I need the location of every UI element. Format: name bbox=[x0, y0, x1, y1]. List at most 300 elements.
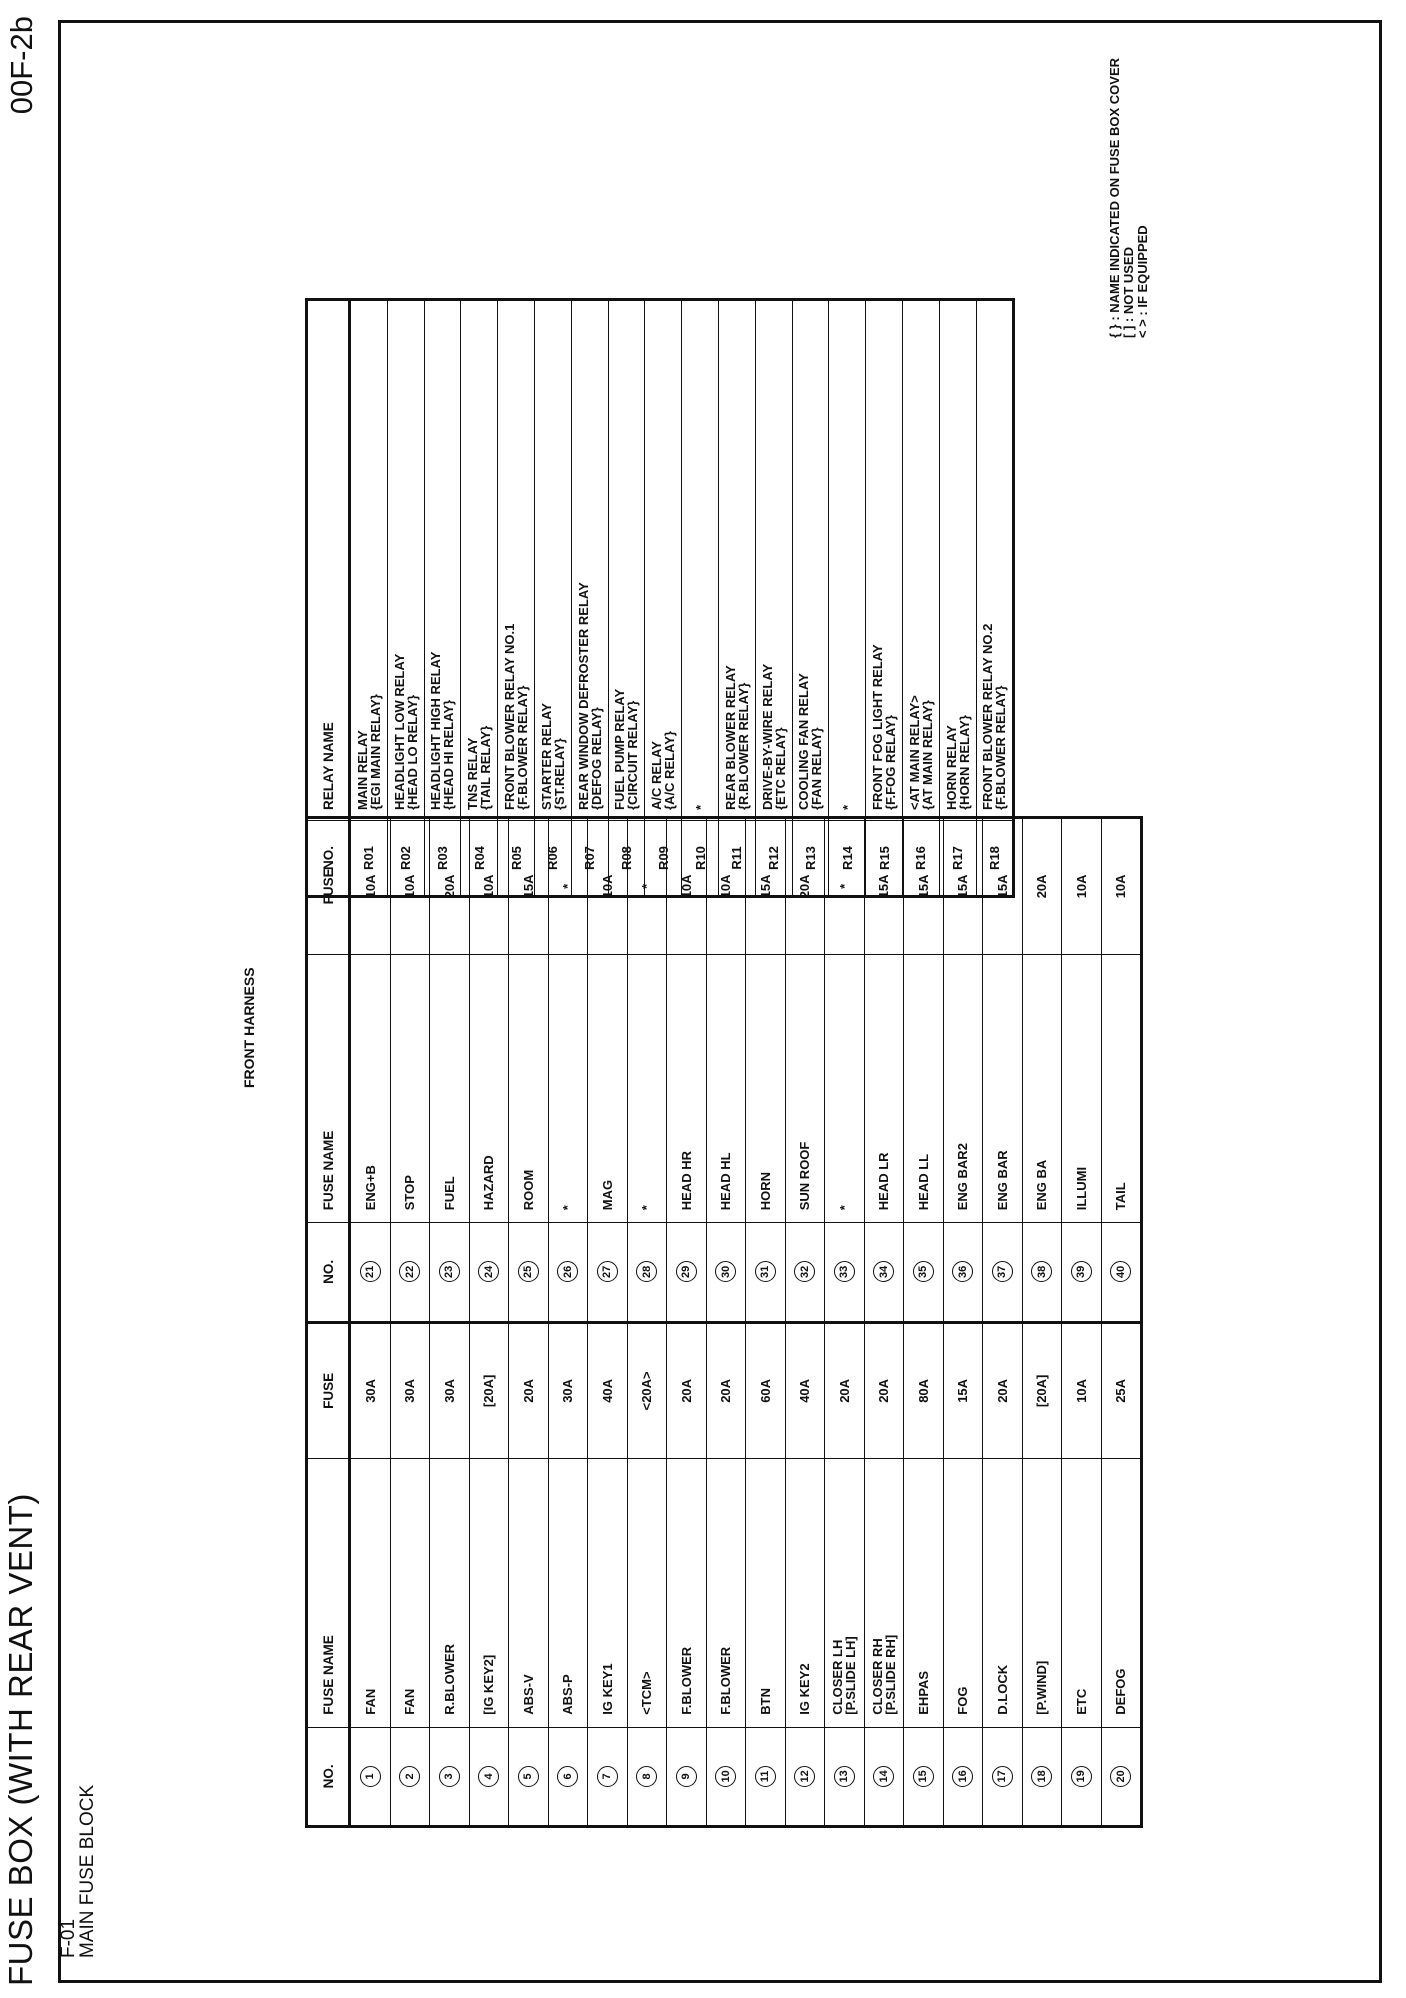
fuse-name: CLOSER RH bbox=[869, 1638, 885, 1715]
fuse-name: DEFOG bbox=[1113, 1668, 1129, 1715]
relay-name-cell bbox=[682, 300, 719, 821]
fuse-row bbox=[390, 818, 430, 1827]
fuse-rating: 15A bbox=[943, 818, 983, 955]
fuse-name: HEAD HR bbox=[678, 1151, 694, 1211]
relay-cover-name: {HEAD HI RELAY} bbox=[441, 699, 457, 810]
fuse-name-cell bbox=[706, 954, 746, 1223]
fuse-name: D.LOCK bbox=[994, 1664, 1010, 1715]
relay-name-cell bbox=[498, 300, 535, 821]
fuse-row bbox=[469, 818, 509, 1827]
fuse-rating: 10A bbox=[1101, 818, 1142, 955]
fuse-rating: 30A bbox=[430, 1322, 470, 1459]
fuse-name: ROOM bbox=[520, 1169, 536, 1211]
fuse-number-badge: 7 bbox=[597, 1766, 618, 1787]
fuse-name: [IG KEY2] bbox=[481, 1654, 497, 1715]
fuse-row bbox=[627, 818, 667, 1827]
relay-cover-name: {HEAD LO RELAY} bbox=[404, 694, 420, 810]
fuse-name-cell bbox=[667, 1459, 707, 1728]
col-header-fuse: FUSE bbox=[307, 818, 350, 955]
col-header-fuse-name: FUSE NAME bbox=[307, 1459, 350, 1728]
relay-name-cell bbox=[424, 300, 461, 821]
fuse-row bbox=[430, 818, 470, 1827]
relay-row bbox=[350, 300, 388, 897]
fuse-number-badge: 10 bbox=[715, 1766, 736, 1787]
fuse-number-cell bbox=[825, 1727, 865, 1826]
fuse-row bbox=[509, 818, 549, 1827]
relay-cover-name: {CIRCUIT RELAY} bbox=[625, 700, 641, 810]
fuse-number-badge: 21 bbox=[360, 1261, 381, 1282]
fuse-name-cell bbox=[627, 954, 667, 1223]
relay-cover-name: {R.BLOWER RELAY} bbox=[735, 682, 751, 810]
fuse-name-cell bbox=[469, 954, 509, 1223]
relay-number: R16 bbox=[902, 821, 939, 897]
legend-item: { } : NAME INDICATED ON FUSE BOX COVER bbox=[1107, 57, 1122, 338]
fuse-number-badge: 27 bbox=[597, 1261, 618, 1282]
fuse-number-badge: 40 bbox=[1110, 1261, 1131, 1282]
relay-number: R10 bbox=[682, 821, 719, 897]
fuse-name: ILLUMI bbox=[1073, 1166, 1089, 1211]
fuse-name: FOG bbox=[955, 1686, 971, 1715]
relay-number: R13 bbox=[792, 821, 829, 897]
fuse-number-cell bbox=[785, 1727, 825, 1826]
relay-row bbox=[571, 300, 608, 897]
relay-cover-name: {F.BLOWER RELAY} bbox=[993, 685, 1009, 810]
relay-row bbox=[866, 300, 903, 897]
fuse-rating: 20A bbox=[706, 1322, 746, 1459]
fuse-number-badge: 25 bbox=[518, 1261, 539, 1282]
col-header-relay-name: RELAY NAME bbox=[307, 300, 350, 821]
relay-number: R05 bbox=[498, 821, 535, 897]
fuse-name-cell bbox=[904, 954, 944, 1223]
fuse-name-cell bbox=[1101, 1459, 1142, 1728]
fuse-name-cell bbox=[1062, 954, 1102, 1223]
fuse-name-cell bbox=[904, 1459, 944, 1728]
relay-name-cell bbox=[792, 300, 829, 821]
fuse-name-cell bbox=[864, 1459, 904, 1728]
relay-row bbox=[976, 300, 1014, 897]
fuse-number-cell bbox=[469, 1223, 509, 1322]
relay-name-cell bbox=[645, 300, 682, 821]
relay-row bbox=[498, 300, 535, 897]
fuse-name: FAN bbox=[402, 1688, 418, 1715]
fuse-number-badge: 5 bbox=[518, 1766, 539, 1787]
fuse-name: TAIL bbox=[1113, 1182, 1129, 1211]
relay-name: FRONT BLOWER RELAY NO.1 bbox=[502, 623, 518, 810]
relay-name-cell bbox=[829, 300, 866, 821]
fuse-number-cell bbox=[350, 1223, 391, 1322]
relay-number: R04 bbox=[461, 821, 498, 897]
fuse-number-cell bbox=[1022, 1223, 1062, 1322]
relay-name-cell bbox=[976, 300, 1014, 821]
fuse-name-alt: [P.SLIDE RH] bbox=[882, 1634, 898, 1715]
fuse-number-badge: 26 bbox=[557, 1261, 578, 1282]
fuse-name: ABS-V bbox=[520, 1674, 536, 1715]
fuse-number-badge: 13 bbox=[834, 1766, 855, 1787]
fuse-name-cell bbox=[943, 1459, 983, 1728]
fuse-rating: [20A] bbox=[1022, 1322, 1062, 1459]
relay-row bbox=[645, 300, 682, 897]
fuse-name-cell bbox=[430, 1459, 470, 1728]
fuse-name: ENG BA bbox=[1034, 1159, 1050, 1211]
fuse-rating: 25A bbox=[1101, 1322, 1142, 1459]
fuse-rating: * bbox=[627, 818, 667, 955]
fuse-number-badge: 6 bbox=[557, 1766, 578, 1787]
fuse-rating: 10A bbox=[390, 818, 430, 955]
fuse-number-cell bbox=[746, 1727, 786, 1826]
relay-name-cell bbox=[571, 300, 608, 821]
fuse-number-badge: 28 bbox=[636, 1261, 657, 1282]
relay-cover-name: {DEFOG RELAY} bbox=[588, 707, 604, 810]
fuse-name: R.BLOWER bbox=[441, 1643, 457, 1715]
fuse-rating: 30A bbox=[350, 1322, 391, 1459]
fuse-rating: 15A bbox=[509, 818, 549, 955]
relay-number: R09 bbox=[645, 821, 682, 897]
relay-name-cell bbox=[387, 300, 424, 821]
fuse-number-badge: 22 bbox=[399, 1261, 420, 1282]
relay-name-cell bbox=[866, 300, 903, 821]
fuse-number-cell bbox=[1101, 1223, 1142, 1322]
fuse-rating: * bbox=[548, 818, 588, 955]
relay-number: R02 bbox=[387, 821, 424, 897]
fuse-rating: 10A bbox=[706, 818, 746, 955]
fuse-rating: 20A bbox=[667, 1322, 707, 1459]
fuse-number-badge: 37 bbox=[992, 1261, 1013, 1282]
fuse-name-cell bbox=[548, 954, 588, 1223]
fuse-row bbox=[785, 818, 825, 1827]
page-number: 00F-2b bbox=[4, 16, 39, 115]
fuse-name-cell bbox=[627, 1459, 667, 1728]
fuse-rating: 15A bbox=[904, 818, 944, 955]
relay-row bbox=[387, 300, 424, 897]
fuse-name: MAG bbox=[599, 1179, 615, 1211]
fuse-number-badge: 33 bbox=[834, 1261, 855, 1282]
fuse-row bbox=[1101, 818, 1142, 1827]
fuse-name-cell bbox=[430, 954, 470, 1223]
fuse-rating: 20A bbox=[983, 1322, 1023, 1459]
fuse-name: HORN bbox=[757, 1171, 773, 1211]
fuse-rating: 15A bbox=[864, 818, 904, 955]
fuse-rating: 15A bbox=[746, 818, 786, 955]
fuse-name: HEAD HL bbox=[718, 1152, 734, 1211]
fuse-name-cell bbox=[1062, 1459, 1102, 1728]
fuse-name-cell bbox=[509, 954, 549, 1223]
relay-row bbox=[939, 300, 976, 897]
fuse-rating: 10A bbox=[350, 818, 391, 955]
fuse-number-cell bbox=[627, 1223, 667, 1322]
fuse-row bbox=[943, 818, 983, 1827]
relay-name: DRIVE-BY-WIRE RELAY bbox=[759, 663, 775, 810]
fuse-number-badge: 1 bbox=[360, 1766, 381, 1787]
fuse-number-cell bbox=[667, 1223, 707, 1322]
fuse-name-cell bbox=[943, 954, 983, 1223]
fuse-number-cell bbox=[627, 1727, 667, 1826]
fuse-number-badge: 4 bbox=[478, 1766, 499, 1787]
fuse-number-cell bbox=[390, 1727, 430, 1826]
fuse-name: <TCM> bbox=[639, 1671, 655, 1715]
fuse-name: * bbox=[836, 1205, 852, 1211]
fuse-number-badge: 36 bbox=[952, 1261, 973, 1282]
fuse-rating: 20A bbox=[1022, 818, 1062, 955]
fuse-name-cell bbox=[390, 1459, 430, 1728]
relay-row bbox=[755, 300, 792, 897]
relay-name: HEADLIGHT HIGH RELAY bbox=[428, 651, 444, 810]
fuse-number-badge: 17 bbox=[992, 1766, 1013, 1787]
fuse-number-cell bbox=[1022, 1727, 1062, 1826]
fuse-number-badge: 18 bbox=[1031, 1766, 1052, 1787]
fuse-number-badge: 15 bbox=[913, 1766, 934, 1787]
fuse-number-cell bbox=[667, 1727, 707, 1826]
fuse-number-cell bbox=[1062, 1223, 1102, 1322]
relay-name: * bbox=[692, 804, 708, 810]
fuse-name: ENG BAR bbox=[994, 1150, 1010, 1211]
fuse-row bbox=[864, 818, 904, 1827]
relay-cover-name: {TAIL RELAY} bbox=[478, 725, 494, 810]
fuse-name-cell bbox=[509, 1459, 549, 1728]
fuse-row bbox=[746, 818, 786, 1827]
fuse-name: F.BLOWER bbox=[718, 1646, 734, 1715]
fuse-rating: 20A bbox=[430, 818, 470, 955]
fuse-rating: 20A bbox=[509, 1322, 549, 1459]
fuse-number-cell bbox=[1101, 1727, 1142, 1826]
fuse-name: * bbox=[560, 1205, 576, 1211]
fuse-name-cell bbox=[706, 1459, 746, 1728]
fuse-name-cell bbox=[469, 1459, 509, 1728]
relay-number: R06 bbox=[534, 821, 571, 897]
fuse-name: CLOSER LH bbox=[830, 1639, 846, 1715]
fuse-rating: <20A> bbox=[627, 1322, 667, 1459]
fuse-number-badge: 34 bbox=[873, 1261, 894, 1282]
relay-table-header bbox=[307, 300, 350, 897]
fuse-name: IG KEY2 bbox=[797, 1663, 813, 1715]
col-header-relay-no: NO. bbox=[307, 821, 350, 897]
relay-name: MAIN RELAY bbox=[354, 730, 370, 810]
fuse-name: HEAD LR bbox=[876, 1152, 892, 1211]
relay-name-cell bbox=[608, 300, 645, 821]
relay-name: FRONT BLOWER RELAY NO.2 bbox=[980, 623, 996, 810]
fuse-name-cell bbox=[667, 954, 707, 1223]
fuse-number-badge: 29 bbox=[676, 1261, 697, 1282]
col-header-fuse: FUSE bbox=[307, 1322, 350, 1459]
fuse-row bbox=[350, 818, 391, 1827]
relay-row bbox=[424, 300, 461, 897]
fuse-table-header bbox=[307, 818, 350, 1827]
relay-number: R17 bbox=[939, 821, 976, 897]
fuse-name: BTN bbox=[757, 1688, 773, 1715]
relay-name: REAR WINDOW DEFROSTER RELAY bbox=[575, 582, 591, 810]
relay-cover-name: {HORN RELAY} bbox=[956, 715, 972, 810]
relay-name: FUEL PUMP RELAY bbox=[612, 688, 628, 810]
fuse-name: F.BLOWER bbox=[678, 1646, 694, 1715]
fuse-number-badge: 12 bbox=[794, 1766, 815, 1787]
fuse-name-cell bbox=[746, 1459, 786, 1728]
fuse-name-cell bbox=[588, 954, 628, 1223]
fuse-rating: 10A bbox=[667, 818, 707, 955]
fuse-name-cell bbox=[746, 954, 786, 1223]
fuse-row bbox=[983, 818, 1023, 1827]
relay-row bbox=[682, 300, 719, 897]
fuse-number-cell bbox=[983, 1223, 1023, 1322]
col-header-no: NO. bbox=[307, 1727, 350, 1826]
fuse-row bbox=[904, 818, 944, 1827]
fuse-number-badge: 23 bbox=[439, 1261, 460, 1282]
fuse-rating: 30A bbox=[390, 1322, 430, 1459]
relay-number: R11 bbox=[718, 821, 755, 897]
relay-name: * bbox=[839, 804, 855, 810]
fuse-row bbox=[825, 818, 865, 1827]
relay-number: R12 bbox=[755, 821, 792, 897]
fuse-number-badge: 3 bbox=[439, 1766, 460, 1787]
fuse-rating: * bbox=[825, 818, 865, 955]
fuse-name: ABS-P bbox=[560, 1674, 576, 1715]
legend-item: < > : IF EQUIPPED bbox=[1135, 225, 1150, 338]
relay-name-cell bbox=[755, 300, 792, 821]
relay-table bbox=[305, 298, 1015, 898]
fuse-rating: 30A bbox=[548, 1322, 588, 1459]
fuse-row bbox=[1062, 818, 1102, 1827]
fuse-name: ENG+B bbox=[362, 1165, 378, 1211]
fuse-name: [P.WIND] bbox=[1034, 1660, 1050, 1715]
legend bbox=[1108, 58, 1150, 338]
fuse-row bbox=[588, 818, 628, 1827]
fuse-number-cell bbox=[746, 1223, 786, 1322]
fuse-number-cell bbox=[864, 1223, 904, 1322]
fuse-number-cell bbox=[430, 1727, 470, 1826]
fuse-name-cell bbox=[983, 954, 1023, 1223]
fuse-name: ETC bbox=[1073, 1688, 1089, 1715]
legend-item: [ ] : NOT USED bbox=[1121, 247, 1136, 338]
relay-number: R15 bbox=[866, 821, 903, 897]
fuse-rating: [20A] bbox=[469, 1322, 509, 1459]
relay-cover-name: {ETC RELAY} bbox=[772, 727, 788, 810]
fuse-name-cell bbox=[825, 1459, 865, 1728]
harness-label: FRONT HARNESS bbox=[241, 967, 257, 1088]
relay-number: R14 bbox=[829, 821, 866, 897]
fuse-number-cell bbox=[943, 1727, 983, 1826]
fuse-number-badge: 35 bbox=[913, 1261, 934, 1282]
relay-cover-name: {EGI MAIN RELAY} bbox=[367, 694, 383, 810]
fuse-name-cell bbox=[1101, 954, 1142, 1223]
fuse-name-cell bbox=[588, 1459, 628, 1728]
fuse-row bbox=[1022, 818, 1062, 1827]
fuse-number-cell bbox=[350, 1727, 391, 1826]
fuse-number-cell bbox=[390, 1223, 430, 1322]
col-header-fuse-name: FUSE NAME bbox=[307, 954, 350, 1223]
relay-number: R07 bbox=[571, 821, 608, 897]
fuse-number-badge: 2 bbox=[399, 1766, 420, 1787]
fuse-number-badge: 19 bbox=[1071, 1766, 1092, 1787]
relay-row bbox=[902, 300, 939, 897]
fuse-number-cell bbox=[469, 1727, 509, 1826]
fuse-name-cell bbox=[785, 1459, 825, 1728]
relay-name-cell bbox=[534, 300, 571, 821]
fuse-number-cell bbox=[706, 1223, 746, 1322]
relay-name: COOLING FAN RELAY bbox=[796, 673, 812, 810]
fuse-name-cell bbox=[864, 954, 904, 1223]
relay-cover-name: {A/C RELAY} bbox=[662, 731, 678, 810]
fuse-number-badge: 31 bbox=[755, 1261, 776, 1282]
fuse-number-badge: 30 bbox=[715, 1261, 736, 1282]
fuse-number-cell bbox=[706, 1727, 746, 1826]
relay-name-cell bbox=[350, 300, 388, 821]
fuse-rating: 10A bbox=[1062, 1322, 1102, 1459]
fuse-number-cell bbox=[509, 1223, 549, 1322]
block-code: F-01 bbox=[58, 1918, 79, 1958]
relay-name-cell bbox=[461, 300, 498, 821]
fuse-table bbox=[305, 816, 1143, 1828]
fuse-name: FAN bbox=[362, 1688, 378, 1715]
relay-name: REAR BLOWER RELAY bbox=[722, 665, 738, 810]
fuse-number-cell bbox=[943, 1223, 983, 1322]
relay-number: R18 bbox=[976, 821, 1014, 897]
fuse-number-cell bbox=[548, 1223, 588, 1322]
fuse-name-cell bbox=[350, 954, 391, 1223]
fuse-name-cell bbox=[825, 954, 865, 1223]
fuse-name: STOP bbox=[402, 1175, 418, 1211]
fuse-number-cell bbox=[785, 1223, 825, 1322]
fuse-number-badge: 24 bbox=[478, 1261, 499, 1282]
fuse-rating: 80A bbox=[904, 1322, 944, 1459]
fuse-number-cell bbox=[430, 1223, 470, 1322]
fuse-name: EHPAS bbox=[915, 1670, 931, 1715]
page-title: FUSE BOX (WITH REAR VENT) bbox=[2, 1493, 39, 1986]
fuse-number-cell bbox=[864, 1727, 904, 1826]
relay-name: STARTER RELAY bbox=[538, 703, 554, 810]
fuse-number-cell bbox=[904, 1223, 944, 1322]
relay-name: HEADLIGHT LOW RELAY bbox=[391, 653, 407, 810]
fuse-number-badge: 38 bbox=[1031, 1261, 1052, 1282]
relay-number: R03 bbox=[424, 821, 461, 897]
fuse-rating: 40A bbox=[785, 1322, 825, 1459]
fuse-number-cell bbox=[904, 1727, 944, 1826]
fuse-rating: 15A bbox=[943, 1322, 983, 1459]
relay-name-cell bbox=[902, 300, 939, 821]
fuse-number-cell bbox=[588, 1727, 628, 1826]
relay-name: <AT MAIN RELAY> bbox=[906, 695, 922, 810]
fuse-number-badge: 20 bbox=[1110, 1766, 1131, 1787]
fuse-number-cell bbox=[1062, 1727, 1102, 1826]
fuse-number-cell bbox=[509, 1727, 549, 1826]
fuse-number-badge: 14 bbox=[873, 1766, 894, 1787]
fuse-number-cell bbox=[548, 1727, 588, 1826]
relay-row bbox=[718, 300, 755, 897]
fuse-number-badge: 32 bbox=[794, 1261, 815, 1282]
fuse-name: HEAD LL bbox=[915, 1153, 931, 1211]
relay-row bbox=[608, 300, 645, 897]
fuse-name-cell bbox=[350, 1459, 391, 1728]
fuse-name: * bbox=[639, 1205, 655, 1211]
fuse-rating: 20A bbox=[785, 818, 825, 955]
relay-row bbox=[792, 300, 829, 897]
relay-row bbox=[534, 300, 571, 897]
fuse-rating: 10A bbox=[469, 818, 509, 955]
fuse-name: IG KEY1 bbox=[599, 1663, 615, 1715]
fuse-number-badge: 16 bbox=[952, 1766, 973, 1787]
fuse-rating: 10A bbox=[588, 818, 628, 955]
relay-name: HORN RELAY bbox=[943, 725, 959, 810]
relay-row bbox=[461, 300, 498, 897]
fuse-name-cell bbox=[390, 954, 430, 1223]
fuse-name-cell bbox=[1022, 1459, 1062, 1728]
relay-name: TNS RELAY bbox=[465, 737, 481, 810]
fuse-row bbox=[706, 818, 746, 1827]
fuse-rating: 20A bbox=[825, 1322, 865, 1459]
fuse-rating: 20A bbox=[864, 1322, 904, 1459]
relay-number: R08 bbox=[608, 821, 645, 897]
fuse-rating: 10A bbox=[1062, 818, 1102, 955]
relay-name: FRONT FOG LIGHT RELAY bbox=[870, 644, 886, 810]
relay-name-cell bbox=[939, 300, 976, 821]
block-name: MAIN FUSE BLOCK bbox=[77, 1784, 98, 1958]
